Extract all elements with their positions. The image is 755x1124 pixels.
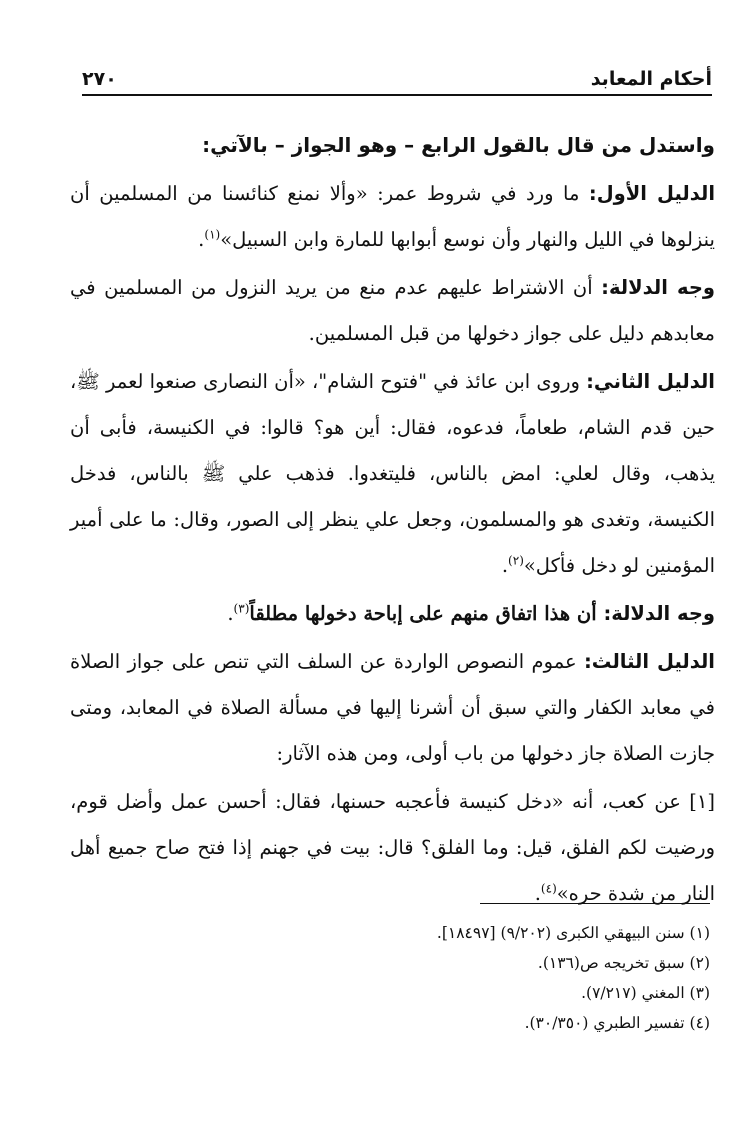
page-number: ٢٧٠ (82, 68, 117, 90)
paragraph-lead: وجه الدلالة: (603, 602, 715, 625)
paragraph (70, 591, 715, 637)
footnote: (٤) تفسير الطبري (٣٠/٣٥٠). (524, 1014, 710, 1032)
paragraph-text: وروى ابن عائذ في "فتوح الشام"، «أن النصارى صنعوا لعمر ﷺ، حين قدم الشام، طعاماً، فدعوه، فقال: أين هو؟ قالوا: في الكنيسة، فأبى أن يذهب، وقال لعلي: امض بالناس، فليتغدوا. فذهب علي ﷺ بالناس، فدخل الكنيسة، وتغدى هو والمسلمون، وجعل علي ينظر إلى الصور، وقال: ما على أمير المؤمنين لو دخل فأكل» (70, 370, 715, 577)
paragraph-text: أن هذا اتفاق منهم على إباحة دخولها مطلقاً (249, 602, 604, 625)
body-text (70, 122, 715, 919)
footnote-ref: (٣) (233, 601, 250, 616)
paragraph (70, 171, 715, 263)
paragraph-text: [١] عن كعب، أنه «دخل كنيسة فأعجبه حسنها، فقال: أحسن عمل وأضل قوم، ورضيت لكم الفلق، قيل: وما الفلق؟ قال: بيت في جهنم إذا فتح صاح جميع أهل النار من شدة حره» (70, 790, 715, 905)
paragraph-lead: الدليل الثاني: (586, 370, 715, 393)
footnote-ref: (١) (204, 227, 221, 242)
paragraph-text: عموم النصوص الواردة عن السلف التي تنص على جواز الصلاة في معابد الكفار والتي سبق أن أشرنا إليها في مسألة الصلاة في المعابد، ومتى جازت الصلاة جاز دخولها من باب أولى، ومن هذه الآثار: (70, 650, 715, 765)
paragraph-text: أن الاشتراط عليهم عدم منع من يريد النزول من المسلمين في معابدهم دليل على جواز دخولها من قبل المسلمين. (70, 276, 715, 345)
footnotes (110, 918, 710, 1038)
paragraph (70, 359, 715, 589)
book-title: أحكام المعابد (590, 68, 712, 90)
paragraph-lead: الدليل الأول: (588, 182, 715, 205)
paragraph-end: . (227, 602, 234, 625)
paragraph-lead: وجه الدلالة: (601, 276, 716, 299)
footnote: (٣) المغني (٧/٢١٧). (581, 984, 710, 1002)
paragraph-end: . (501, 554, 509, 577)
running-header (82, 52, 712, 96)
footnote: (٢) سبق تخريجه ص(١٣٦). (537, 954, 710, 972)
paragraph-end: . (534, 882, 541, 905)
paragraph-end: . (198, 228, 205, 251)
section-heading (70, 122, 715, 169)
paragraph (70, 265, 715, 357)
paragraph-text: ما ورد في شروط عمر: «وألا نمنع كنائسنا من المسلمين أن ينزلوها في الليل والنهار وأن نوسع أبوابها للمارة وابن السبيل» (70, 182, 715, 251)
footnote: (١) سنن البيهقي الكبرى (٩/٢٠٢) [١٨٤٩٧]. (436, 924, 710, 942)
footnote-ref: (٤) (540, 881, 557, 896)
paragraph (70, 779, 715, 917)
section-heading-text: واستدل من قال بالقول الرابع – وهو الجواز – بالآتي: (202, 133, 715, 157)
paragraph (70, 639, 715, 777)
footnote-divider (480, 903, 710, 904)
paragraph-lead: الدليل الثالث: (584, 650, 715, 673)
footnote-ref: (٢) (508, 553, 524, 568)
